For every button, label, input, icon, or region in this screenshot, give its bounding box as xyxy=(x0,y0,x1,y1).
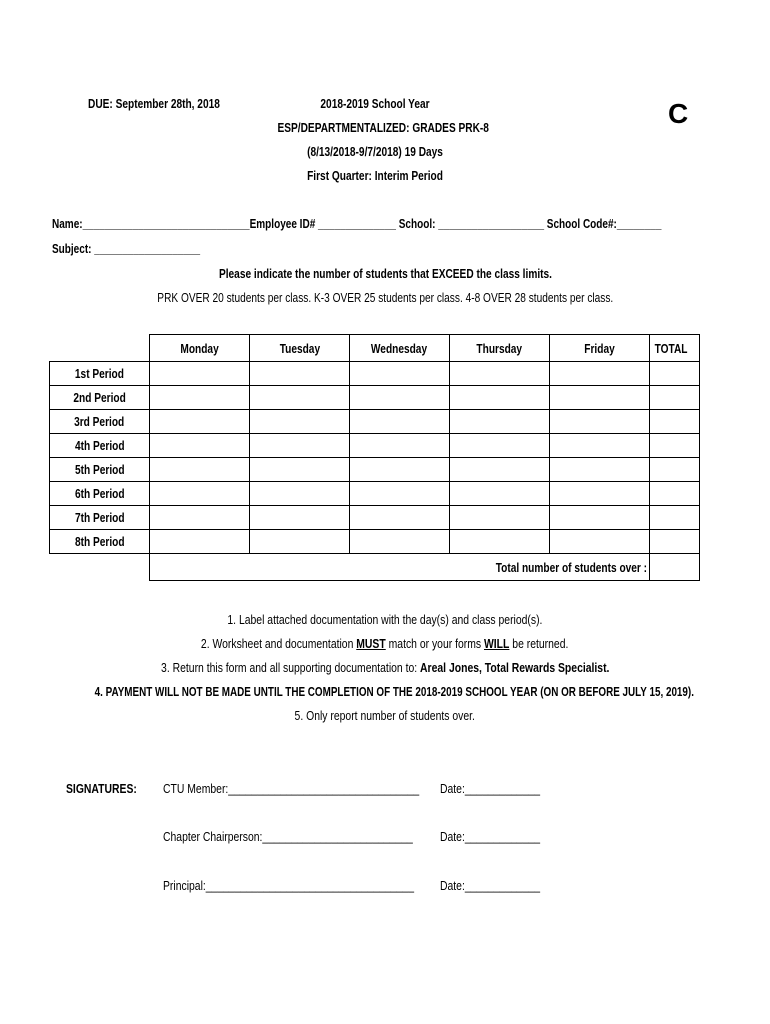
entry-cell[interactable] xyxy=(350,410,450,434)
entry-cell[interactable] xyxy=(450,506,550,530)
grand-total-cell[interactable] xyxy=(650,554,700,581)
entry-cell[interactable] xyxy=(150,458,250,482)
principal-signature[interactable]: Principal:____________________________________ xyxy=(163,878,414,893)
entry-cell[interactable] xyxy=(250,482,350,506)
entry-cell[interactable] xyxy=(450,386,550,410)
entry-cell[interactable] xyxy=(250,362,350,386)
table-corner xyxy=(50,335,150,362)
entry-cell[interactable] xyxy=(350,458,450,482)
entry-cell[interactable] xyxy=(350,362,450,386)
interim-period: First Quarter: Interim Period xyxy=(307,168,443,183)
table-row: 5th Period xyxy=(50,458,700,482)
chair-date[interactable]: Date:_____________ xyxy=(440,829,541,844)
due-date: DUE: September 28th, 2018 xyxy=(88,96,220,111)
total-cell[interactable] xyxy=(650,458,700,482)
total-cell[interactable] xyxy=(650,434,700,458)
table-row: 7th Period xyxy=(50,506,700,530)
total-cell[interactable] xyxy=(650,410,700,434)
form-header xyxy=(250,96,500,192)
entry-cell[interactable] xyxy=(350,530,450,554)
note-3: 3. Return this form and all supporting documentation to: Areal Jones, Total Rewards Specialist. xyxy=(160,660,610,675)
school-year: 2018-2019 School Year xyxy=(320,96,430,111)
entry-cell[interactable] xyxy=(350,482,450,506)
period-table xyxy=(49,334,700,581)
grades-line: ESP/DEPARTMENTALIZED: GRADES PRK-8 xyxy=(277,120,489,135)
total-cell[interactable] xyxy=(650,506,700,530)
col-header: Thursday xyxy=(450,335,550,362)
entry-cell[interactable] xyxy=(550,506,650,530)
note-2: 2. Worksheet and documentation MUST match or your forms WILL be returned. xyxy=(201,636,569,651)
table-row: 3rd Period xyxy=(50,410,700,434)
entry-cell[interactable] xyxy=(550,530,650,554)
entry-cell[interactable] xyxy=(550,458,650,482)
note-5: 5. Only report number of students over. xyxy=(294,708,476,723)
entry-cell[interactable] xyxy=(550,362,650,386)
entry-cell[interactable] xyxy=(150,410,250,434)
total-cell[interactable] xyxy=(650,530,700,554)
entry-cell[interactable] xyxy=(450,458,550,482)
date-range: (8/13/2018-9/7/2018) 19 Days xyxy=(307,144,443,159)
entry-cell[interactable] xyxy=(450,530,550,554)
entry-cell[interactable] xyxy=(150,386,250,410)
form-letter: C xyxy=(668,98,689,129)
note-4: 4. PAYMENT WILL NOT BE MADE UNTIL THE COMPLETION OF THE 2018-2019 SCHOOL YEAR (ON OR BEFORE JULY 15, 2019). xyxy=(94,684,694,699)
col-header-total: TOTAL xyxy=(650,335,700,362)
class-limits: PRK OVER 20 students per class. K-3 OVER 25 students per class. 4-8 OVER 28 students per class. xyxy=(157,290,613,305)
total-cell[interactable] xyxy=(650,362,700,386)
table-row: 8th Period xyxy=(50,530,700,554)
entry-cell[interactable] xyxy=(350,386,450,410)
table-row: 2nd Period xyxy=(50,386,700,410)
entry-cell[interactable] xyxy=(450,482,550,506)
entry-cell[interactable] xyxy=(550,482,650,506)
entry-cell[interactable] xyxy=(250,458,350,482)
principal-date[interactable]: Date:_____________ xyxy=(440,878,541,893)
total-cell[interactable] xyxy=(650,482,700,506)
entry-cell[interactable] xyxy=(250,386,350,410)
col-header: Monday xyxy=(150,335,250,362)
entry-cell[interactable] xyxy=(450,362,550,386)
col-header: Wednesday xyxy=(350,335,450,362)
entry-cell[interactable] xyxy=(250,410,350,434)
instructions-main: Please indicate the number of students that EXCEED the class limits. xyxy=(218,266,552,281)
subject-line: Subject: ___________________ xyxy=(52,241,201,256)
entry-cell[interactable] xyxy=(350,506,450,530)
total-cell[interactable] xyxy=(650,386,700,410)
ctu-member-signature[interactable]: CTU Member:_________________________________ xyxy=(163,781,420,796)
ctu-date[interactable]: Date:_____________ xyxy=(440,781,541,796)
entry-cell[interactable] xyxy=(450,410,550,434)
entry-cell[interactable] xyxy=(150,482,250,506)
col-header: Tuesday xyxy=(250,335,350,362)
entry-cell[interactable] xyxy=(150,530,250,554)
signatures-title: SIGNATURES: xyxy=(66,781,137,796)
entry-cell[interactable] xyxy=(150,362,250,386)
total-label: Total number of students over : xyxy=(150,554,650,581)
entry-cell[interactable] xyxy=(250,506,350,530)
entry-cell[interactable] xyxy=(250,530,350,554)
note-1: 1. Label attached documentation with the day(s) and class period(s). xyxy=(227,612,543,627)
entry-cell[interactable] xyxy=(350,434,450,458)
table-row: 4th Period xyxy=(50,434,700,458)
entry-cell[interactable] xyxy=(550,410,650,434)
chapter-chair-signature[interactable]: Chapter Chairperson:__________________________ xyxy=(163,829,413,844)
entry-cell[interactable] xyxy=(550,386,650,410)
entry-cell[interactable] xyxy=(550,434,650,458)
col-header: Friday xyxy=(550,335,650,362)
notes-list xyxy=(0,610,770,730)
entry-cell[interactable] xyxy=(150,506,250,530)
table-row: 6th Period xyxy=(50,482,700,506)
table-row: 1st Period xyxy=(50,362,700,386)
entry-cell[interactable] xyxy=(150,434,250,458)
entry-cell[interactable] xyxy=(450,434,550,458)
entry-cell[interactable] xyxy=(250,434,350,458)
total-row xyxy=(50,554,700,581)
name-id-school-line: Name:______________________________Employee ID# ______________ School: ___________________ School Code#:________ xyxy=(52,216,662,231)
